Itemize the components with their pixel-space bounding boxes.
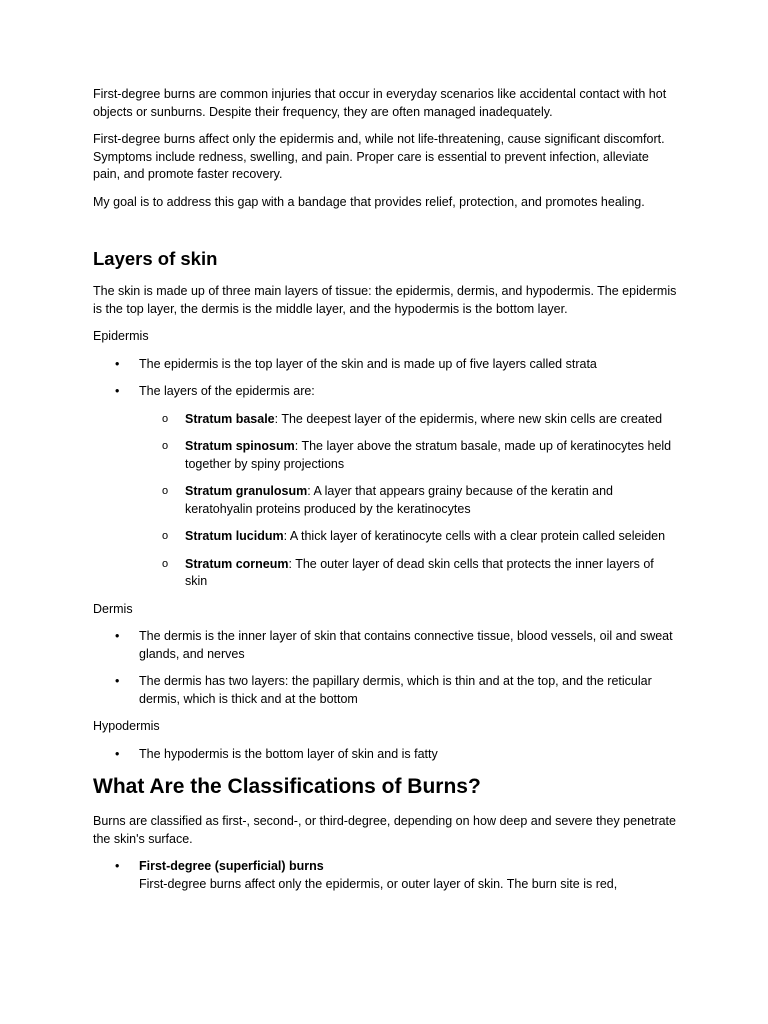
circle-bullet-icon: o bbox=[162, 440, 169, 452]
list-item-text: The dermis is the inner layer of skin that contains connective tissue, blood vessels, oil and sweat glands, and nerves bbox=[139, 629, 673, 661]
bullet-icon: • bbox=[115, 859, 120, 873]
bullet-icon: • bbox=[115, 384, 120, 398]
classifications-heading: What Are the Classifications of Burns? bbox=[93, 775, 481, 798]
circle-bullet-icon: o bbox=[162, 485, 169, 497]
list-item-text: The epidermis is the top layer of the skin and is made up of five layers called strata bbox=[139, 356, 597, 371]
bullet-icon: • bbox=[115, 356, 120, 371]
stratum-name: Stratum lucidum bbox=[185, 529, 284, 543]
epidermis-label: Epidermis bbox=[93, 329, 149, 343]
dermis-list bbox=[93, 628, 678, 708]
list-item bbox=[93, 858, 678, 893]
stratum-desc: : A layer that appears grainy because of the keratin and keratohyalin proteins produced by the keratinocytes bbox=[185, 484, 614, 516]
epidermis-list bbox=[93, 356, 678, 591]
list-item-text: The hypodermis is the bottom layer of skin and is fatty bbox=[139, 746, 438, 761]
list-item-text: The dermis has two layers: the papillary dermis, which is thin and at the top, and the reticular dermis, which is thick and at the bottom bbox=[139, 674, 652, 706]
intro-paragraph-1: First-degree burns are common injuries that occur in everyday scenarios like accidental contact with hot objects or sunburns. Despite their frequency, they are often managed inadequately. bbox=[93, 87, 667, 119]
stratum-name: Stratum granulosum bbox=[185, 484, 308, 498]
list-item bbox=[139, 438, 678, 473]
stratum-desc: : The layer above the stratum basale, made up of keratinocytes held together by spiny projections bbox=[185, 439, 672, 471]
list-item bbox=[93, 628, 678, 663]
bullet-icon: • bbox=[115, 629, 120, 643]
burn-class-desc: First-degree burns affect only the epidermis, or outer layer of skin. The burn site is red, bbox=[139, 876, 618, 891]
layers-intro: The skin is made up of three main layers of tissue: the epidermis, dermis, and hypodermis. The epidermis is the top layer, the dermis is the middle layer, and the hypodermis is the bottom layer. bbox=[93, 284, 677, 316]
intro-paragraph-3: My goal is to address this gap with a bandage that provides relief, protection, and promotes healing. bbox=[93, 194, 645, 209]
stratum-desc: : The deepest layer of the epidermis, where new skin cells are created bbox=[274, 411, 663, 426]
list-item bbox=[139, 411, 678, 429]
intro-paragraph-2: First-degree burns affect only the epidermis and, while not life-threatening, cause significant discomfort. Symptoms include redness, swelling, and pain. Proper care is essential to prevent infection, alleviate pain, and promote faster recovery. bbox=[93, 132, 665, 181]
list-item bbox=[139, 528, 678, 546]
burn-class-title: First-degree (superficial) burns bbox=[139, 859, 324, 873]
list-item-text: The layers of the epidermis are: bbox=[139, 384, 315, 398]
hypodermis-list bbox=[93, 746, 678, 764]
list-item bbox=[139, 483, 678, 518]
stratum-name: Stratum corneum bbox=[185, 556, 289, 571]
stratum-desc: : A thick layer of keratinocyte cells with a clear protein called seleiden bbox=[283, 529, 666, 543]
document-page bbox=[93, 86, 678, 903]
circle-bullet-icon: o bbox=[162, 412, 169, 425]
stratum-name: Stratum basale bbox=[185, 411, 275, 426]
list-item bbox=[93, 673, 678, 708]
circle-bullet-icon: o bbox=[162, 557, 169, 570]
hypodermis-label: Hypodermis bbox=[93, 719, 160, 733]
stratum-name: Stratum spinosum bbox=[185, 439, 295, 453]
classifications-list bbox=[93, 858, 678, 893]
bullet-icon: • bbox=[115, 674, 120, 688]
classifications-intro: Burns are classified as first-, second-, or third-degree, depending on how deep and severe they penetrate the skin's surface. bbox=[93, 814, 676, 846]
bullet-icon: • bbox=[115, 746, 120, 761]
stratum-desc: : The outer layer of dead skin cells that protects the inner layers of skin bbox=[185, 556, 654, 588]
list-item bbox=[93, 356, 678, 374]
list-item bbox=[139, 556, 678, 591]
strata-list bbox=[139, 411, 678, 591]
layers-heading: Layers of skin bbox=[93, 248, 218, 269]
list-item bbox=[93, 746, 678, 764]
circle-bullet-icon: o bbox=[162, 530, 169, 542]
list-item bbox=[93, 383, 678, 591]
dermis-label: Dermis bbox=[93, 601, 133, 616]
